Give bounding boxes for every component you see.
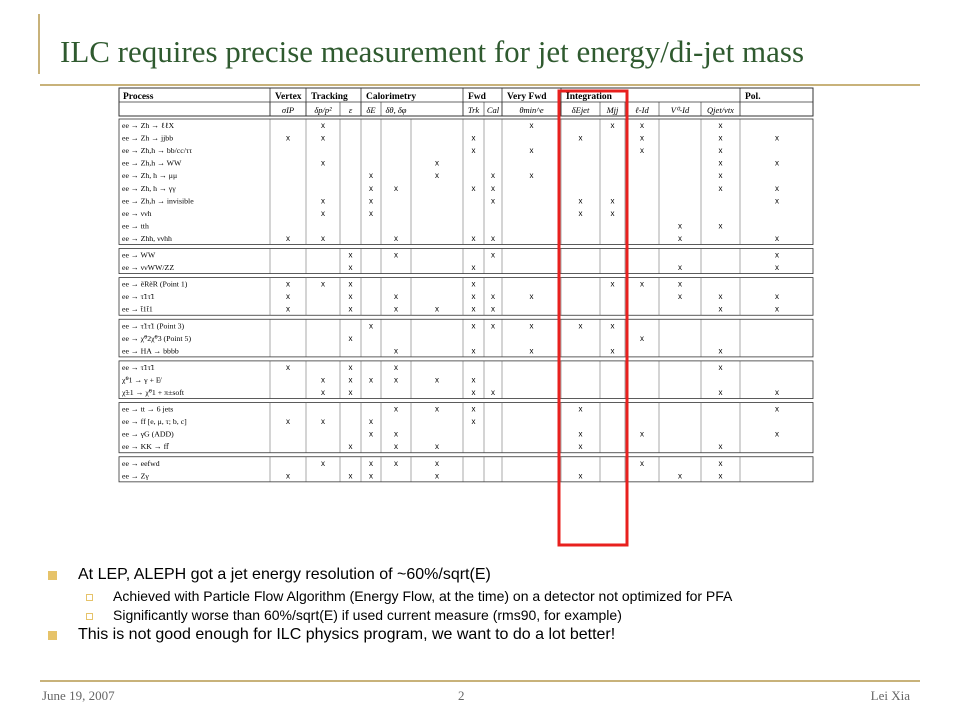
matrix-mark: x xyxy=(640,279,644,289)
matrix-mark: x xyxy=(435,304,439,314)
matrix-mark: x xyxy=(348,263,353,273)
matrix-mark: x xyxy=(471,133,476,143)
matrix-mark: x xyxy=(718,442,723,452)
matrix-mark: x xyxy=(775,133,779,143)
matrix-process-label: ee → Zh, h → μμ xyxy=(122,171,178,181)
matrix-subheader: Qjet/vtx xyxy=(707,105,734,115)
matrix-mark: x xyxy=(348,362,353,372)
matrix-mark: x xyxy=(369,171,373,181)
matrix-mark: x xyxy=(321,233,325,243)
matrix-mark: x xyxy=(286,133,290,143)
matrix-subheader: δθ, δφ xyxy=(385,105,407,115)
matrix-mark: x xyxy=(286,471,290,481)
matrix-process-label: ee → tt → 6 jets xyxy=(122,404,174,414)
matrix-group-header: Pol. xyxy=(745,92,761,102)
matrix-mark: x xyxy=(718,471,723,481)
bullet-square-icon xyxy=(48,571,57,580)
matrix-mark: x xyxy=(578,321,583,331)
matrix-mark: x xyxy=(578,196,583,206)
matrix-process-label: ee → τ̃1τ̃1 (Point 3) xyxy=(122,321,185,331)
matrix-mark: x xyxy=(471,292,476,302)
matrix-mark: x xyxy=(348,304,353,314)
matrix-mark: x xyxy=(491,304,495,314)
matrix-subheader: θmin^e xyxy=(519,105,544,115)
matrix-mark: x xyxy=(491,388,495,398)
matrix-mark: x xyxy=(321,375,325,385)
matrix-mark: x xyxy=(578,429,583,439)
matrix-mark: x xyxy=(718,121,723,131)
matrix-mark: x xyxy=(286,304,290,314)
matrix-mark: x xyxy=(610,279,615,289)
matrix-mark: x xyxy=(640,121,644,131)
matrix-mark: x xyxy=(394,429,398,439)
bullet-list xyxy=(40,565,940,647)
matrix-mark: x xyxy=(321,121,325,131)
matrix-mark: x xyxy=(321,279,325,289)
matrix-mark: x xyxy=(678,471,682,481)
footer-page-number: 2 xyxy=(458,688,465,703)
footer-author: Lei Xia xyxy=(870,688,910,703)
matrix-mark: x xyxy=(718,183,723,193)
matrix-mark: x xyxy=(471,146,476,156)
matrix-subheader: Trk xyxy=(467,105,480,115)
matrix-subheader: V⁰-Id xyxy=(670,105,690,115)
title-accent-vertical-line xyxy=(38,14,40,74)
footer-date: June 19, 2007 xyxy=(42,688,115,703)
matrix-mark: x xyxy=(369,196,373,206)
matrix-group-header: Very Fwd xyxy=(507,92,547,102)
matrix-process-label: ee → ννh xyxy=(122,208,152,218)
matrix-mark: x xyxy=(471,183,476,193)
matrix-mark: x xyxy=(369,183,373,193)
matrix-process-label: ee → t̃1t̃1 xyxy=(122,304,153,314)
matrix-process-label: ee → tth xyxy=(122,221,149,231)
matrix-process-label: χ̃±1 → χ̃⁰1 + π±soft xyxy=(122,388,185,398)
matrix-process-label: ee → χ̃⁰2χ̃⁰3 (Point 5) xyxy=(122,333,192,343)
matrix-mark: x xyxy=(471,263,476,273)
bullet-1 xyxy=(40,565,940,585)
matrix-mark: x xyxy=(348,471,353,481)
matrix-process-group xyxy=(119,403,813,453)
matrix-mark: x xyxy=(394,346,398,356)
bullet-1-sub-1-text: Achieved with Particle Flow Algorithm (Energy Flow, at the time) on a detector not optimized for PFA xyxy=(113,588,733,604)
matrix-mark: x xyxy=(775,292,779,302)
matrix-mark: x xyxy=(435,471,439,481)
matrix-mark: x xyxy=(678,263,682,273)
matrix-process-label: ee → τ̃1τ̃1 xyxy=(122,362,155,372)
matrix-mark: x xyxy=(491,196,495,206)
matrix-mark: x xyxy=(369,471,373,481)
matrix-mark: x xyxy=(529,321,534,331)
matrix-mark: x xyxy=(394,304,398,314)
matrix-mark: x xyxy=(491,233,495,243)
bullet-1-text: At LEP, ALEPH got a jet energy resolution of ~60%/sqrt(E) xyxy=(78,566,491,583)
matrix-process-label: ee → KK → ff̄ xyxy=(122,442,169,452)
matrix-mark: x xyxy=(394,250,398,260)
matrix-mark: x xyxy=(348,279,353,289)
bullet-1-sub-2-text: Significantly worse than 60%/sqrt(E) if used current measure (rms90, for example) xyxy=(113,607,622,623)
matrix-process-group xyxy=(119,249,813,274)
matrix-mark: x xyxy=(529,146,534,156)
matrix-mark: x xyxy=(718,221,723,231)
matrix-subheader: Cal xyxy=(486,105,500,115)
matrix-mark: x xyxy=(491,171,495,181)
matrix-mark: x xyxy=(678,233,682,243)
matrix-mark: x xyxy=(321,208,325,218)
matrix-mark: x xyxy=(286,279,290,289)
title-underline xyxy=(40,84,920,86)
matrix-mark: x xyxy=(435,171,439,181)
matrix-mark: x xyxy=(369,417,373,427)
matrix-mark: x xyxy=(348,388,353,398)
matrix-mark: x xyxy=(718,146,723,156)
matrix-mark: x xyxy=(435,404,439,414)
matrix-process-label: ee → Zh,h → bb/cc/ττ xyxy=(122,146,193,156)
matrix-mark: x xyxy=(775,429,779,439)
bullet-1-sub-2 xyxy=(40,606,940,625)
matrix-mark: x xyxy=(471,388,476,398)
matrix-mark: x xyxy=(491,183,495,193)
matrix-mark: x xyxy=(775,404,779,414)
matrix-process-label: ee → ννWW/ZZ xyxy=(122,263,175,273)
jet-energy-highlight-box xyxy=(559,91,627,545)
matrix-mark: x xyxy=(578,208,583,218)
matrix-mark: x xyxy=(640,133,644,143)
matrix-mark: x xyxy=(435,458,439,468)
matrix-mark: x xyxy=(775,158,779,168)
matrix-mark: x xyxy=(369,375,373,385)
matrix-group-header: Fwd xyxy=(468,92,486,102)
matrix-mark: x xyxy=(435,158,439,168)
matrix-mark: x xyxy=(529,171,534,181)
matrix-mark: x xyxy=(775,196,779,206)
matrix-process-label: χ̃⁰1 → γ + E̸ xyxy=(122,375,161,385)
matrix-mark: x xyxy=(286,292,290,302)
slide-title: ILC requires precise measurement for jet energy/di-jet mass xyxy=(60,34,805,69)
matrix-mark: x xyxy=(678,292,682,302)
bullet-square-icon xyxy=(48,631,57,640)
bullet-2-text: This is not good enough for ILC physics program, we want to do a lot better! xyxy=(78,626,616,643)
matrix-process-group xyxy=(119,361,813,399)
matrix-mark: x xyxy=(348,442,353,452)
matrix-mark: x xyxy=(369,458,373,468)
matrix-mark: x xyxy=(578,404,583,414)
matrix-mark: x xyxy=(471,375,476,385)
matrix-mark: x xyxy=(610,346,615,356)
matrix-mark: x xyxy=(610,121,615,131)
matrix-process-group xyxy=(119,278,813,316)
matrix-subheader: ε xyxy=(348,105,353,115)
matrix-process-label: ee → τ̃1τ̃1 xyxy=(122,292,155,302)
matrix-subheader: ℓ-Id xyxy=(635,105,649,115)
matrix-group-header: Process xyxy=(123,92,154,102)
matrix-mark: x xyxy=(718,133,723,143)
matrix-process-label: ee → HA → bbbb xyxy=(122,346,179,356)
matrix-mark: x xyxy=(718,158,723,168)
matrix-mark: x xyxy=(394,375,398,385)
matrix-mark: x xyxy=(394,442,398,452)
matrix-mark: x xyxy=(321,388,325,398)
matrix-mark: x xyxy=(394,183,398,193)
matrix-mark: x xyxy=(369,429,373,439)
matrix-mark: x xyxy=(394,292,398,302)
matrix-mark: x xyxy=(286,417,290,427)
matrix-mark: x xyxy=(471,321,476,331)
matrix-mark: x xyxy=(286,362,290,372)
matrix-mark: x xyxy=(321,196,325,206)
matrix-mark: x xyxy=(775,263,779,273)
matrix-process-label: ee → Zh → ℓℓX xyxy=(122,121,175,131)
matrix-process-group xyxy=(119,457,813,482)
footer-divider xyxy=(40,680,920,682)
matrix-subheader: Mjj xyxy=(606,105,619,115)
matrix-process-label: ee → γG (ADD) xyxy=(122,429,174,439)
matrix-mark: x xyxy=(491,292,495,302)
physics-requirements-matrix xyxy=(118,87,814,547)
matrix-mark: x xyxy=(678,221,682,231)
matrix-process-label: ee → ff [e, μ, τ; b, c] xyxy=(122,417,187,427)
matrix-process-label: ee → Zhh, ννhh xyxy=(122,233,172,243)
matrix-mark: x xyxy=(640,333,644,343)
matrix-mark: x xyxy=(775,250,779,260)
matrix-process-label: ee → Zh,h → WW xyxy=(122,158,182,168)
matrix-mark: x xyxy=(718,362,723,372)
matrix-group-header: Vertex xyxy=(275,92,302,102)
matrix-mark: x xyxy=(718,304,723,314)
matrix-process-group xyxy=(119,119,813,245)
matrix-mark: x xyxy=(529,121,534,131)
matrix-mark: x xyxy=(610,196,615,206)
matrix-mark: x xyxy=(529,292,534,302)
matrix-mark: x xyxy=(348,292,353,302)
matrix-mark: x xyxy=(610,208,615,218)
matrix-mark: x xyxy=(394,233,398,243)
matrix-process-label: ee → eefwd xyxy=(122,458,160,468)
sub-bullet-hollow-square-icon xyxy=(86,594,93,601)
matrix-subheader: δEjet xyxy=(571,105,590,115)
matrix-mark: x xyxy=(321,133,325,143)
matrix-mark: x xyxy=(718,458,723,468)
matrix-subheader: δp/p² xyxy=(314,105,332,115)
matrix-process-label: ee → Zh → jjbb xyxy=(122,133,174,143)
matrix-mark: x xyxy=(321,458,325,468)
matrix-mark: x xyxy=(640,429,644,439)
matrix-mark: x xyxy=(348,333,353,343)
matrix-mark: x xyxy=(678,279,682,289)
matrix-mark: x xyxy=(471,304,476,314)
matrix-mark: x xyxy=(348,250,353,260)
matrix-process-label: ee → ẽRẽR (Point 1) xyxy=(122,279,188,289)
matrix-mark: x xyxy=(348,375,353,385)
matrix-mark: x xyxy=(610,321,615,331)
matrix-mark: x xyxy=(491,321,495,331)
matrix-mark: x xyxy=(775,233,779,243)
matrix-mark: x xyxy=(578,471,583,481)
matrix-mark: x xyxy=(718,388,723,398)
matrix-process-label: ee → WW xyxy=(122,250,156,260)
matrix-mark: x xyxy=(394,362,398,372)
matrix-mark: x xyxy=(529,346,534,356)
matrix-mark: x xyxy=(640,146,644,156)
matrix-svg xyxy=(118,87,814,547)
matrix-mark: x xyxy=(471,346,476,356)
matrix-process-label: ee → Zh, h → γγ xyxy=(122,183,176,193)
matrix-mark: x xyxy=(718,346,723,356)
matrix-mark: x xyxy=(435,375,439,385)
matrix-mark: x xyxy=(578,442,583,452)
matrix-mark: x xyxy=(369,321,373,331)
matrix-group-header: Integration xyxy=(566,92,612,102)
matrix-mark: x xyxy=(775,304,779,314)
matrix-mark: x xyxy=(394,404,398,414)
matrix-mark: x xyxy=(286,233,290,243)
matrix-mark: x xyxy=(640,458,644,468)
matrix-process-group xyxy=(119,319,813,357)
matrix-mark: x xyxy=(471,233,476,243)
bullet-2 xyxy=(40,625,940,645)
matrix-mark: x xyxy=(471,417,476,427)
matrix-process-label: ee → Zh,h → invisible xyxy=(122,196,194,206)
bullet-1-sub-1 xyxy=(40,587,940,606)
matrix-mark: x xyxy=(369,208,373,218)
matrix-subheader: σIP xyxy=(281,105,295,115)
matrix-group-header: Tracking xyxy=(311,92,348,102)
matrix-mark: x xyxy=(775,388,779,398)
sub-bullet-hollow-square-icon xyxy=(86,613,93,620)
matrix-mark: x xyxy=(471,404,476,414)
matrix-mark: x xyxy=(718,292,723,302)
matrix-mark: x xyxy=(775,183,779,193)
matrix-mark: x xyxy=(435,442,439,452)
matrix-mark: x xyxy=(321,417,325,427)
matrix-mark: x xyxy=(471,279,476,289)
matrix-mark: x xyxy=(491,250,495,260)
matrix-mark: x xyxy=(394,458,398,468)
matrix-process-label: ee → Zγ xyxy=(122,471,149,481)
matrix-group-header: Calorimetry xyxy=(366,92,417,102)
matrix-mark: x xyxy=(321,158,325,168)
matrix-mark: x xyxy=(718,171,723,181)
matrix-mark: x xyxy=(578,133,583,143)
matrix-subheader: δE xyxy=(366,105,376,115)
